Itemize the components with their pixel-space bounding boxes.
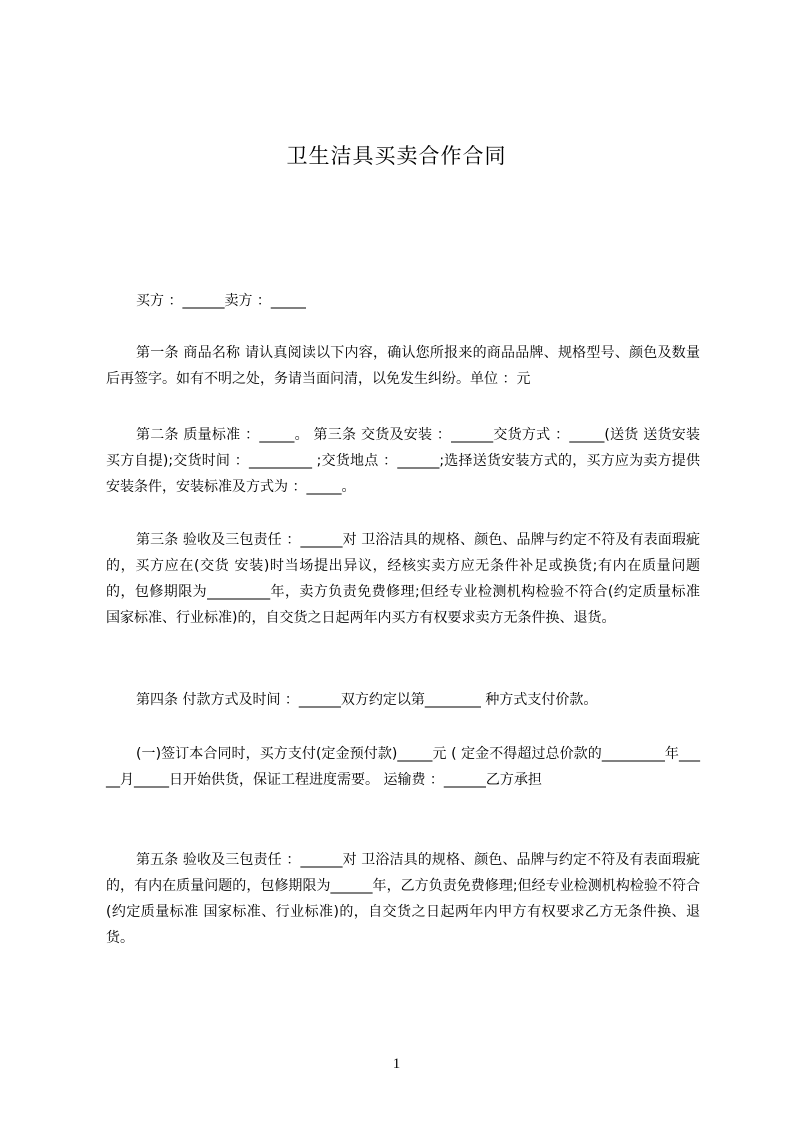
contract-title: 卫生洁具买卖合作合同 xyxy=(286,144,507,168)
page-number: 1 xyxy=(392,1056,401,1072)
article-5-inspection-warranty: 第五条 验收及三包责任 ：______对 卫浴洁具的规格、颜色、品牌与约定不符及有表面瑕疵的，有内在质量问题的，包修期限为______年，乙方负责免费修理;但经专业检测机构检验不符合(约定质量标准 国家标准、行业标准)的，自交货之日起两年内甲方有权要求乙方无条件换、退货。 xyxy=(106,852,700,946)
article-3-inspection-warranty: 第三条 验收及三包责任 ：______对 卫浴洁具的规格、颜色、品牌与约定不符及有表面瑕疵的，买方应在(交货 安装)时当场提出异议，经核实卖方应无条件补足或换货;有内在质量问题的，包修期限为_________年，卖方负责免费修理;但经专业检测机构检验不符合(约定质量标准 国家标准、行业标准)的，自交货之日起两年内买方有权要求卖方无条件换、退货。 xyxy=(106,532,700,626)
parties-line: 买方 ：______卖方 ：_____ xyxy=(136,293,306,309)
article-2-3-quality-delivery: 第二条 质量标准 ：_____。 第三条 交货及安装 ：______交货方式 ：_____(送货 送货安装 买方自提);交货时间 ：_________ ;交货地点 ：______;选择送货安装方式的，买方应为卖方提供安装条件，安装标准及方式为 ：_____。 xyxy=(106,427,700,495)
article-1-product-name: 第一条 商品名称 请认真阅读以下内容，确认您所报来的商品品牌、规格型号、颜色及数量后再签字。如有不明之处，务请当面问清，以免发生纠纷。单位 ：元 xyxy=(106,345,700,387)
payment-clause-1: (一)签订本合同时，买方支付(定金预付款)_____元 ( 定金不得超过总价款的_________年_____月_____日开始供货，保证工程进度需要。 运输费 ：______乙方承担 xyxy=(106,746,700,788)
article-4-payment: 第四条 付款方式及时间 ：______双方约定以第________ 种方式支付价款。 xyxy=(136,692,598,708)
